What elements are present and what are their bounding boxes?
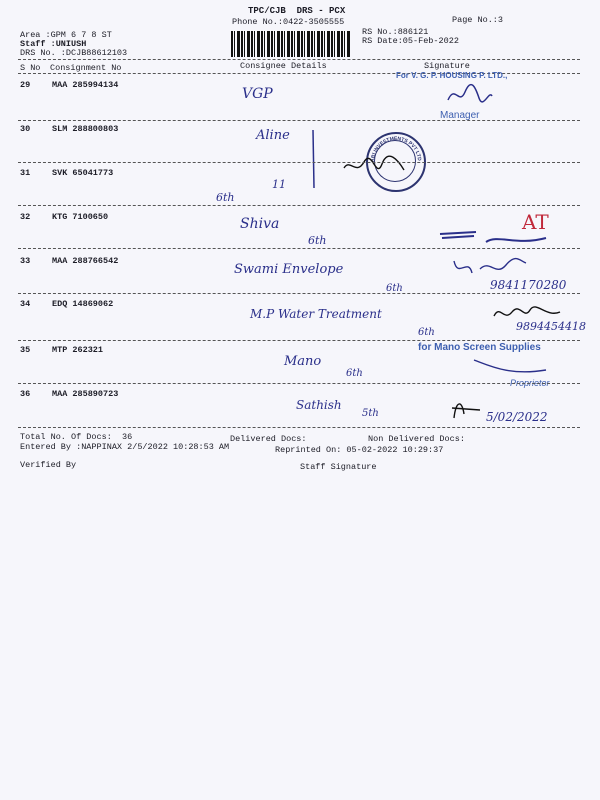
reprinted-on: Reprinted On: 05-02-2022 10:29:37 bbox=[275, 445, 444, 455]
row-sno: 33 bbox=[20, 256, 31, 266]
handwritten-note: 6th bbox=[308, 234, 327, 247]
col-consignment: Consignment No bbox=[50, 63, 122, 73]
handwritten-mark: AT bbox=[522, 210, 549, 234]
divider bbox=[18, 205, 580, 206]
row-consignment: SLM 288800803 bbox=[52, 124, 119, 134]
consignee-handwriting: Mano bbox=[284, 354, 322, 369]
row-sno: 35 bbox=[20, 345, 31, 355]
col-sno: S No bbox=[20, 63, 41, 73]
staff-signature-label: Staff Signature bbox=[300, 462, 377, 472]
rs-date: RS Date:05-Feb-2022 bbox=[362, 36, 459, 46]
divider bbox=[18, 383, 580, 384]
total-docs: Total No. Of Docs: 36 bbox=[20, 432, 133, 442]
signature-scribble bbox=[450, 255, 530, 283]
consignee-handwriting: M.P Water Treatment bbox=[250, 307, 382, 321]
delivered-docs: Delivered Docs: bbox=[230, 434, 307, 444]
handwritten-note: 6th bbox=[346, 368, 363, 379]
stamp-designation: Proprietor bbox=[510, 378, 550, 388]
row-sno: 31 bbox=[20, 168, 31, 178]
consignee-handwriting: Aline bbox=[256, 128, 290, 143]
row-consignment: EDQ 14869062 bbox=[52, 299, 114, 309]
col-consignee: Consignee Details bbox=[240, 61, 327, 71]
staff-label: Staff :UNIUSH bbox=[20, 39, 87, 49]
bracket-line bbox=[310, 128, 318, 190]
signature-scribble bbox=[448, 396, 484, 422]
row-consignment: SVK 65041773 bbox=[52, 168, 114, 178]
signature-scribble bbox=[490, 302, 564, 326]
row-consignment: MAA 285994134 bbox=[52, 80, 119, 90]
consignee-handwriting: Swami Envelope bbox=[234, 262, 344, 277]
consignee-handwriting: 6th bbox=[216, 191, 235, 204]
row-consignment: MAA 288766542 bbox=[52, 256, 119, 266]
signature-scribble bbox=[340, 150, 410, 186]
barcode bbox=[231, 31, 350, 57]
company-stamp: For V. G. P. HOUSING P. LTD., bbox=[396, 71, 508, 80]
handwritten-note: 6th bbox=[386, 283, 403, 294]
divider bbox=[18, 120, 580, 121]
document-title: TPC/CJB DRS - PCX bbox=[248, 6, 346, 16]
signature-scribble bbox=[445, 82, 495, 108]
verified-by: Verified By bbox=[20, 460, 77, 470]
col-signature: Signature bbox=[424, 61, 470, 71]
row-sno: 30 bbox=[20, 124, 31, 134]
row-consignment: MTP 262321 bbox=[52, 345, 104, 355]
handwritten-note: 6th bbox=[418, 327, 435, 338]
handwritten-phone: 9841170280 bbox=[490, 278, 567, 292]
row-sno: 32 bbox=[20, 212, 31, 222]
handwritten-note: 11 bbox=[272, 178, 286, 191]
entered-by: Entered By :NAPPINAX 2/5/2022 10:28:53 AM bbox=[20, 442, 230, 452]
divider bbox=[18, 293, 580, 294]
row-consignment: KTG 7100650 bbox=[52, 212, 109, 222]
handwritten-date: 5/02/2022 bbox=[486, 410, 548, 424]
row-consignment: MAA 285890723 bbox=[52, 389, 119, 399]
divider bbox=[18, 162, 580, 163]
drs-number: DRS No. :DCJB88612103 bbox=[20, 48, 128, 58]
divider bbox=[18, 59, 580, 60]
stamp-designation: Manager bbox=[440, 110, 480, 121]
divider bbox=[18, 248, 580, 249]
signature-scribble bbox=[470, 356, 550, 380]
handwritten-phone: 9894454418 bbox=[516, 320, 586, 333]
row-sno: 29 bbox=[20, 80, 31, 90]
company-stamp: for Mano Screen Supplies bbox=[418, 342, 541, 353]
rs-number: RS No.:886121 bbox=[362, 27, 429, 37]
consignee-handwriting: Shiva bbox=[240, 216, 280, 232]
phone-number: Phone No.:0422-3505555 bbox=[232, 17, 345, 27]
row-sno: 34 bbox=[20, 299, 31, 309]
round-stamp-text: ABI INVESTMENTS PVT LTD bbox=[369, 135, 423, 163]
row-sno: 36 bbox=[20, 389, 31, 399]
divider bbox=[18, 340, 580, 341]
area-label: Area :GPM 6 7 8 ST bbox=[20, 30, 112, 40]
consignee-handwriting: VGP bbox=[242, 86, 273, 102]
page-number: Page No.:3 bbox=[452, 15, 504, 25]
divider bbox=[18, 427, 580, 428]
consignee-handwriting: Sathish bbox=[296, 398, 342, 412]
handwritten-note: 5th bbox=[362, 408, 379, 419]
non-delivered-docs: Non Delivered Docs: bbox=[368, 434, 465, 444]
